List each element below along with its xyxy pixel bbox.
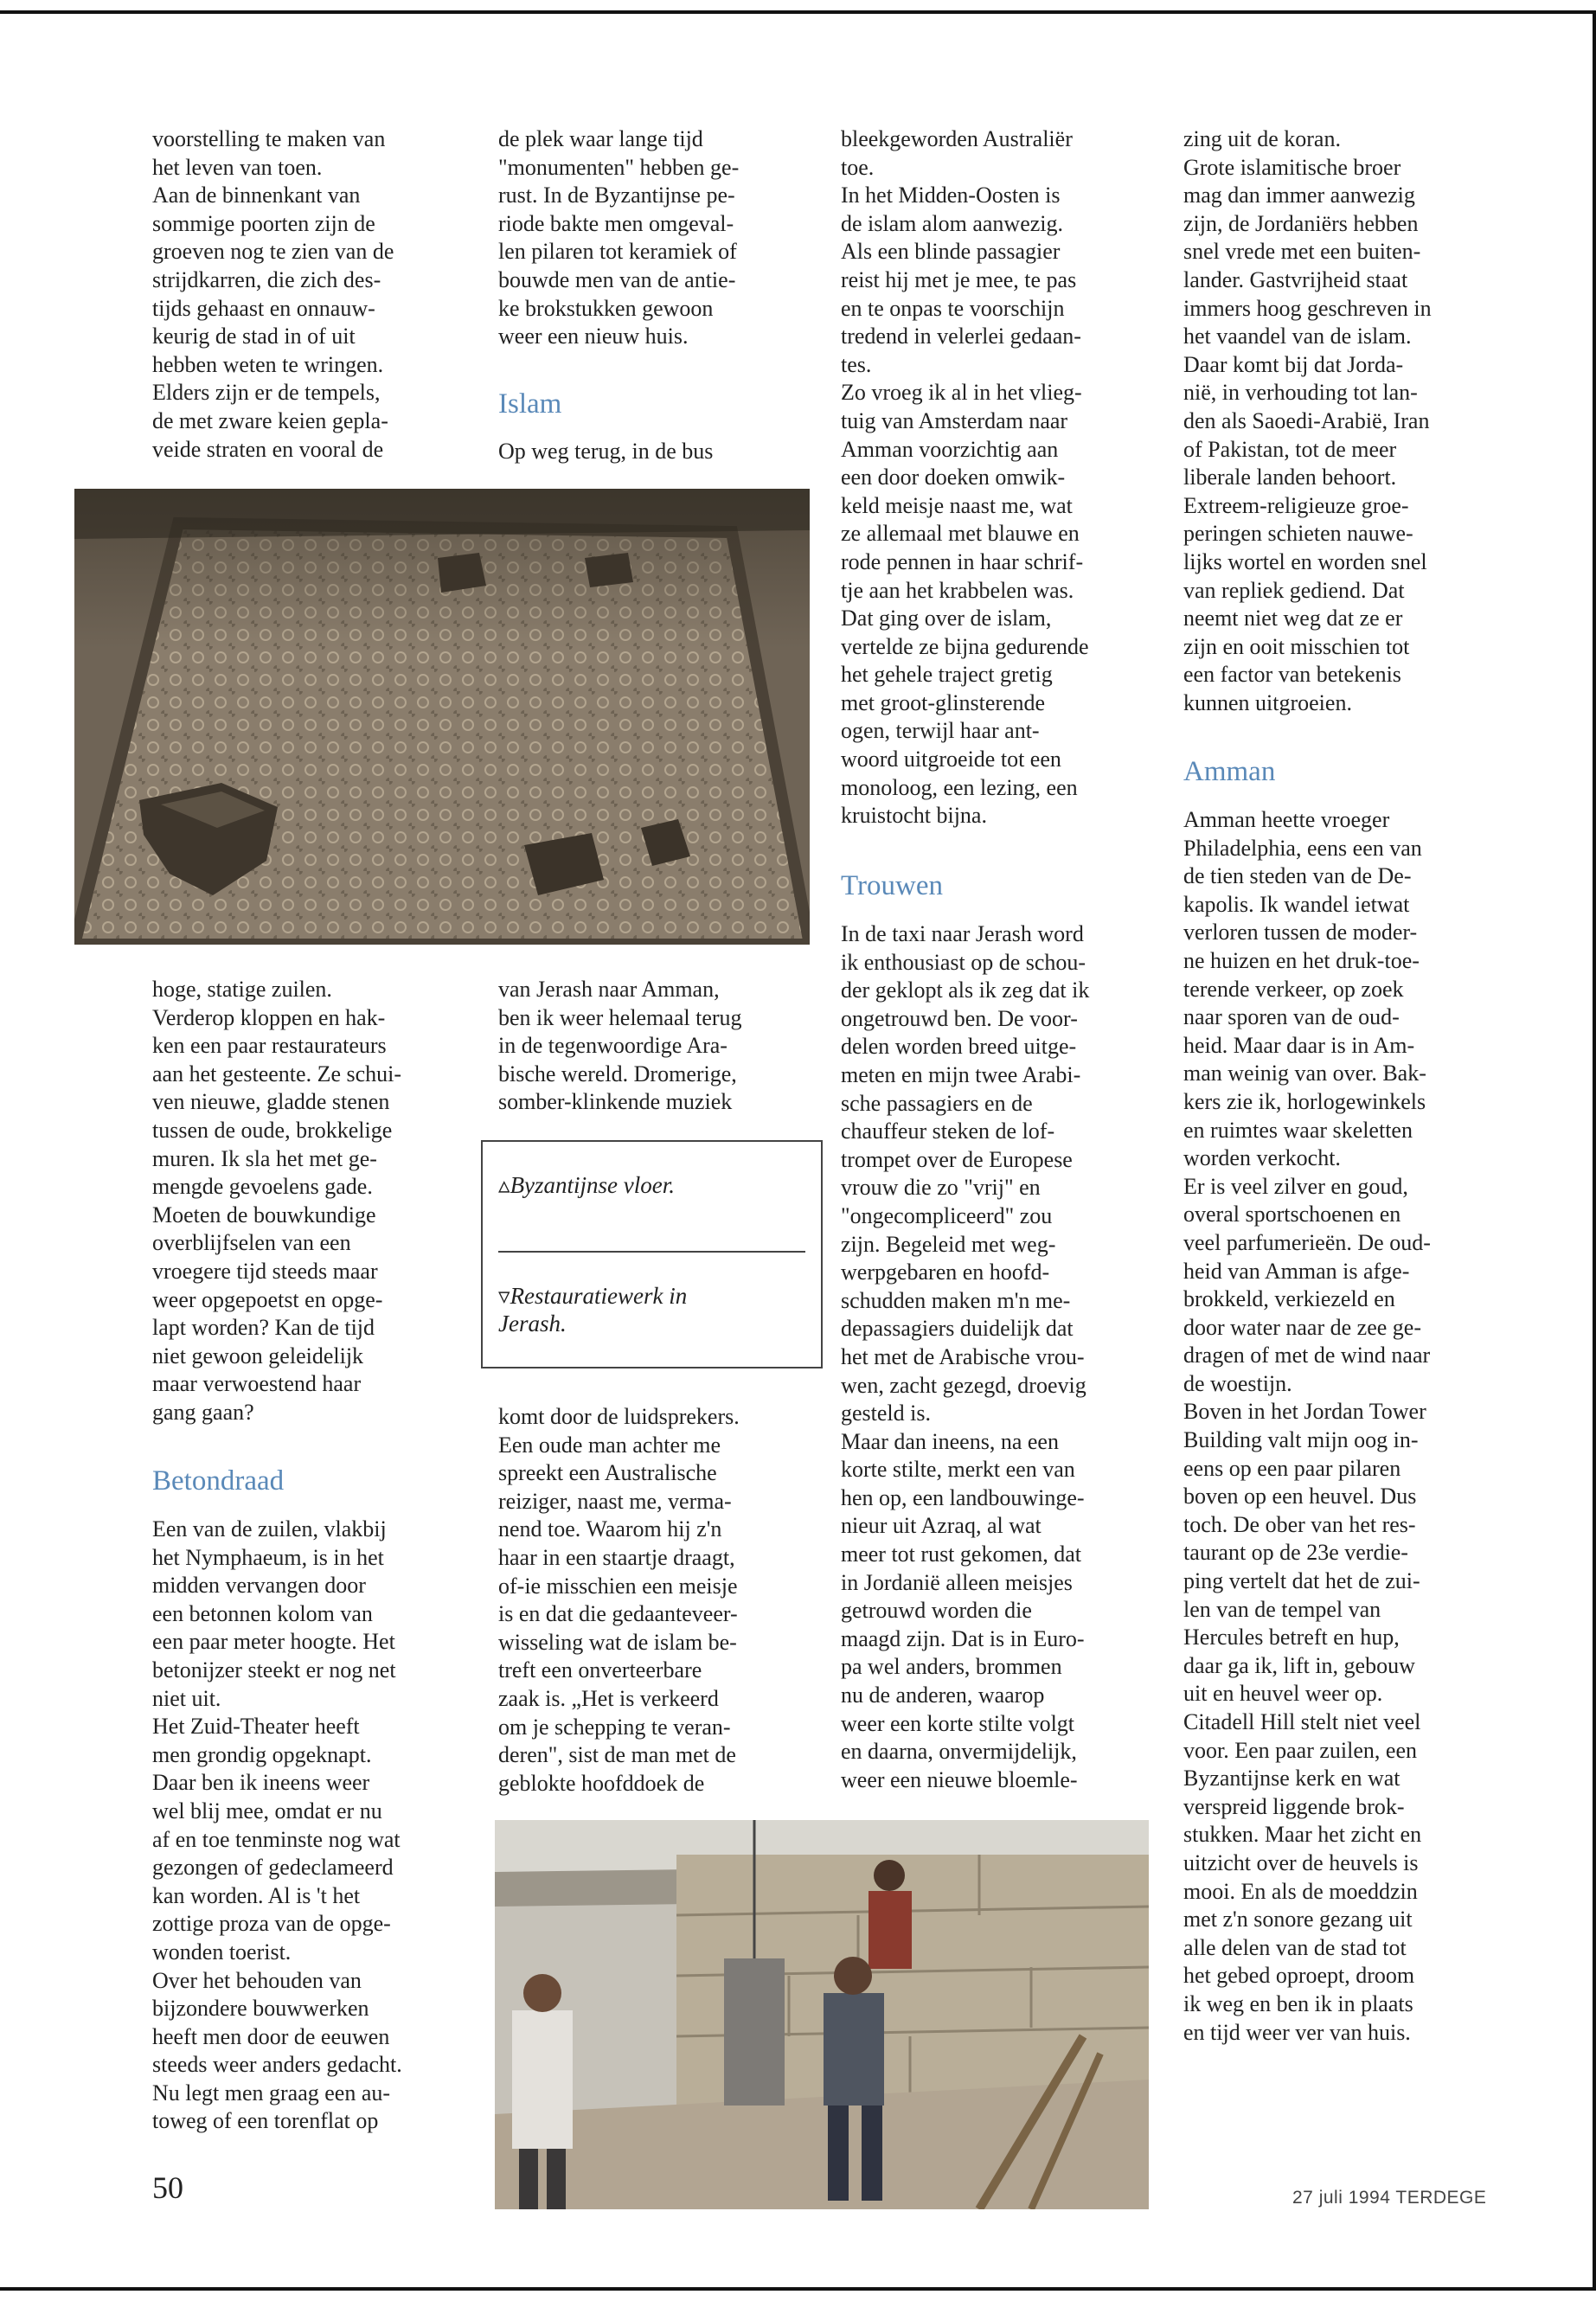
column-1-mid-text: hoge, statige zuilen. Verderop kloppen en hak- ken een paar restaurateurs aan het gesteente. Ze schui- ven nieuwe, gladde stenen tussen de oude, brokkelige muren. Ik sla het met ge- mengde gevoelens gade. Moeten de bouwkundige overblijfselen van een vroegere tijd steeds maar weer opgepoetst en opge- lapt worden? Kan de tijd niet gewoon geleidelijk maar verwoestend haar gang gaan? [152, 977, 402, 1425]
column-2-bottom-text: komt door de luidsprekers. Een oude man achter me spreekt een Australische reiziger, naast me, verma- nend toe. Waarom hij z'n haar in een staartje draagt, of-ie misschien een meisje is en dat die gedaanteveer- wisseling wat de islam be- treft een onverteerbare zaak is. „Het is verkeerd om je schepping te veran- deren", sist de man met de geblokte hoofddoek de [498, 1404, 740, 1796]
caption-top-marker: ▵ [498, 1172, 510, 1198]
page-number: 50 [152, 2170, 183, 2205]
heading-betondraad: Betondraad [152, 1465, 285, 1497]
column-3-bottom-text: In de taxi naar Jerash word ik enthousiast op de schou- der geklopt als ik zeg dat ik ongetrouwd ben. De voor- delen worden breed uitge- meten en mijn twee Arabi- sche passagiers en de chauffeur steken de lof- trompet over de Europese vrouw die zo "vrij" en "ongecompliceerd" zou zijn. Begeleid met weg- werpgebaren en hoofd- schudden maken m'n me- depassagiers duidelijk dat het met de Arabische vrou- wen, zacht gezegd, droevig gesteld is. Maar dan ineens, na een korte stilte, merkt een van hen op, een landbouwinge- nieur uit Azraq, al wat meer tot rust gekomen, dat in Jordanië alleen meisjes getrouwd worden die maagd zijn. Dat is in Euro- pa wel anders, brommen nu de anderen, waarop weer een korte stilte volgt en daarna, onvermijdelijk, weer een nieuwe bloemle- [841, 921, 1090, 1792]
caption-restauratiewerk [498, 1282, 812, 1337]
column-2-top-text: de plek waar lange tijd "monumenten" hebben ge- rust. In de Byzantijnse pe- riode bakte men omgeval- len pilaren tot keramiek of bouwde men van de antie- ke brokstukken gewoon weer een nieuw huis. [498, 126, 740, 349]
column-2-islam-text: Op weg terug, in de bus [498, 439, 714, 464]
column-4-top-text: zing uit de koran. Grote islamitische broer mag dan immer aanwezig zijn, de Jordaniërs hebben snel vrede met een buiten- lander. Gastvrijheid staat immers hoog geschreven in het vaandel van de islam. Daar komt bij dat Jorda- nië, in verhouding tot lan- den als Saoedi-Arabië, Iran of Pakistan, tot de meer liberale landen behoort. Extreem-religieuze groe- peringen schieten nauwe- lijks wortel en worden snel van repliek gediend. Dat neemt niet weg dat ze er zijn en ooit misschien tot een factor van betekenis kunnen uitgroeien. [1183, 126, 1432, 715]
heading-trouwen: Trouwen [841, 870, 943, 901]
heading-islam: Islam [498, 388, 562, 420]
column-4-bottom-text: Amman heette vroeger Philadelphia, eens een van de tien steden van de De- kapolis. Ik wandel ietwat verloren tussen de moder- ne huizen en het druk-toe- terende verkeer, op zoek naar sporen van de oud- heid. Maar daar is in Am- man weinig van over. Bak- kers zie ik, horlogewinkels en ruimtes waar skeletten worden verkocht. Er is veel zilver en goud, overal sportschoenen en veel parfumerieën. De oud- heid van Amman is afge- brokkeld, verkiezeld en door water naar de zee ge- dragen of met de wind naar de woestijn. Boven in het Jordan Tower Building valt mijn oog in- eens op een paar pilaren boven op een heuvel. Dus toch. De ober van het res- taurant op de 23e verdie- ping vertelt dat het de zui- len van de tempel van Hercules betreft en hup, daar ga ik, lift in, gebouw uit en heuvel weer op. Citadell Hill stelt niet veel voor. Een paar zuilen, een Byzantijnse kerk en wat verspreid liggende brok- stukken. Maar het zicht en uitzicht over de heuvels is mooi. En als de moeddzin met z'n sonore gezang uit alle delen van de stad tot het gebed oproept, droom ik weg en ben ik in plaats en tijd weer ver van huis. [1183, 807, 1431, 2045]
column-1-bottom-text: Een van de zuilen, vlakbij het Nymphaeum, is in het midden vervangen door een betonnen kolom van een paar meter hoogte. Het betonijzer steekt er nog net niet uit. Het Zuid-Theater heeft men grondig opgeknapt. Daar ben ik ineens weer wel blij mee, omdat er nu af en toe tenminste nog wat gezongen of gedeclameerd kan worden. Al is 't het zottige proza van de opge- wonden toerist. Over het behouden van bijzondere bouwwerken heeft men door de eeuwen steeds weer anders gedacht. Nu legt men graag een au- toweg of een torenflat op [152, 1516, 402, 2134]
heading-amman: Amman [1183, 756, 1276, 787]
photo-restoration-work [495, 1820, 1149, 2209]
photo-byzantine-floor [74, 489, 810, 945]
column-3-top-text: bleekgeworden Australiër toe. In het Midden-Oosten is de islam alom aanwezig. Als een blinde passagier reist hij met je mee, te pas en te onpas te voorschijn tredend in velerlei gedaan- tes. Zo vroeg ik al in het vlieg- tuig van Amsterdam naar Amman voorzichtig aan een door doeken omwik- keld meisje naast me, wat ze allemaal met blauwe en rode pennen in haar schrif- tje aan het krabbelen was. Dat ging over de islam, vertelde ze bijna gedurende het gehele traject gretig met groot-glinsterende ogen, terwijl haar ant- woord uitgroeide tot een monoloog, een lezing, een kruistocht bijna. [841, 126, 1089, 829]
column-1-top-text: voorstelling te maken van het leven van toen. Aan de binnenkant van sommige poorten zijn de groeven nog te zien van de strijdkarren, die zich des- tijds gehaast en onnauw- keurig de stad in of uit hebben weten te wringen. Elders zijn er de tempels, de met zware keien gepla- veide straten en vooral de [152, 126, 394, 462]
caption-divider [498, 1251, 805, 1253]
caption-top-text: Byzantijnse vloer. [510, 1172, 676, 1198]
caption-bottom-marker: ▿ [498, 1283, 510, 1309]
caption-bottom-text: Restauratiewerk in Jerash. [498, 1283, 688, 1336]
caption-box [481, 1140, 823, 1368]
column-2-mid-text: van Jerash naar Amman, ben ik weer helemaal terug in de tegenwoordige Ara- bische wereld. Dromerige, somber-klinkende muziek [498, 977, 742, 1115]
issue-line: 27 juli 1994 TERDEGE [1292, 2188, 1487, 2208]
caption-byzantijnse-vloer [498, 1171, 812, 1199]
